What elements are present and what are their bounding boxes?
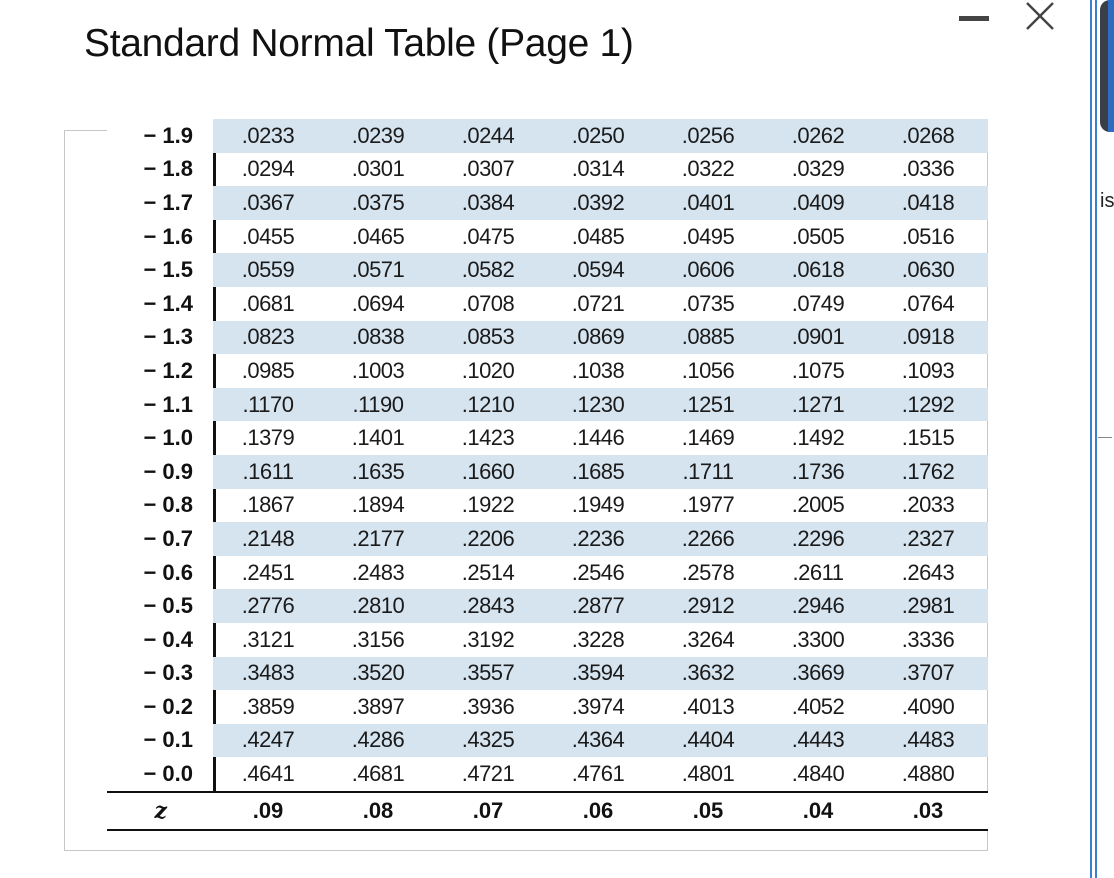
probability-cell: .2177: [351, 525, 405, 551]
probability-cell: .2981: [901, 593, 955, 619]
z-value: − 1.6: [107, 220, 213, 254]
probability-cell: .1230: [571, 391, 625, 417]
probability-cell: .0322: [681, 156, 735, 182]
probability-cell: .0233: [241, 122, 295, 148]
probability-cell: .1075: [791, 357, 845, 383]
probability-cell: .0708: [461, 290, 515, 316]
probability-cell: .0885: [681, 324, 735, 350]
probability-cell: .0262: [791, 122, 845, 148]
z-header: z: [154, 797, 167, 824]
probability-cell: .0516: [901, 223, 955, 249]
probability-cell: .0485: [571, 223, 625, 249]
probability-cell: .0465: [351, 223, 405, 249]
probability-cell: .2236: [571, 525, 625, 551]
table-row: [107, 556, 988, 590]
probability-cell: .4090: [901, 693, 955, 719]
probability-cell: .2578: [681, 559, 735, 585]
probability-cell: .2206: [461, 525, 515, 551]
probability-cell: .1685: [571, 458, 625, 484]
probability-cell: .4880: [901, 761, 955, 787]
probability-cell: .3897: [351, 693, 405, 719]
probability-cell: .2483: [351, 559, 405, 585]
z-value: − 1.9: [107, 119, 213, 153]
probability-cell: .3264: [681, 626, 735, 652]
probability-cell: .0559: [241, 257, 295, 283]
probability-cell: .0256: [681, 122, 735, 148]
probability-cell: .2810: [351, 593, 405, 619]
probability-cell: .1020: [461, 357, 515, 383]
z-value: − 1.8: [107, 153, 213, 187]
probability-cell: .0418: [901, 189, 955, 215]
probability-cell: .0505: [791, 223, 845, 249]
probability-cell: .3520: [351, 660, 405, 686]
probability-cell: .0314: [571, 156, 625, 182]
probability-cell: .0869: [571, 324, 625, 350]
probability-cell: .3121: [241, 626, 295, 652]
probability-cell: .3594: [571, 660, 625, 686]
probability-cell: .0694: [351, 290, 405, 316]
probability-cell: .0307: [461, 156, 515, 182]
probability-cell: .1038: [571, 357, 625, 383]
table-row: [107, 354, 988, 388]
table-row: [107, 119, 988, 153]
probability-cell: .0721: [571, 290, 625, 316]
z-value: − 0.5: [107, 589, 213, 623]
probability-cell: .1056: [681, 357, 735, 383]
partial-text: is: [1100, 190, 1114, 212]
probability-cell: .2033: [901, 492, 955, 518]
probability-cell: .0401: [681, 189, 735, 215]
probability-cell: .0239: [351, 122, 405, 148]
probability-cell: .1922: [461, 492, 515, 518]
probability-cell: .2327: [901, 525, 955, 551]
probability-cell: .4443: [791, 727, 845, 753]
table-row: [107, 220, 988, 254]
table-row: [107, 724, 988, 758]
z-value: − 0.1: [107, 724, 213, 758]
probability-cell: .4721: [461, 761, 515, 787]
probability-cell: .0823: [241, 324, 295, 350]
probability-cell: .4801: [681, 761, 735, 787]
probability-cell: .2776: [241, 593, 295, 619]
probability-cell: .1711: [682, 458, 734, 484]
bottom-rule: [107, 829, 988, 831]
close-button[interactable]: [1018, 0, 1062, 32]
probability-cell: .3707: [901, 660, 955, 686]
probability-cell: .0735: [681, 290, 735, 316]
probability-cell: .0571: [351, 257, 405, 283]
probability-cell: .1977: [681, 492, 735, 518]
column-header: .04: [802, 797, 834, 823]
probability-cell: .0630: [901, 257, 955, 283]
z-value: − 1.7: [107, 186, 213, 220]
probability-cell: .0838: [351, 324, 405, 350]
probability-cell: .1003: [351, 357, 405, 383]
close-icon: [1023, 0, 1057, 33]
z-value: − 0.2: [107, 690, 213, 724]
probability-cell: .0409: [791, 189, 845, 215]
probability-cell: .0336: [901, 156, 955, 182]
probability-cell: .1401: [351, 425, 405, 451]
probability-cell: .3669: [791, 660, 845, 686]
probability-cell: .0268: [901, 122, 955, 148]
probability-cell: .3632: [681, 660, 735, 686]
column-header: .05: [692, 797, 724, 823]
table-row: [107, 489, 988, 523]
probability-cell: .3336: [901, 626, 955, 652]
probability-cell: .3192: [461, 626, 515, 652]
z-value: − 1.3: [107, 321, 213, 355]
probability-cell: .1611: [242, 458, 294, 484]
probability-cell: .0594: [571, 257, 625, 283]
probability-cell: .3483: [241, 660, 295, 686]
z-value: − 0.4: [107, 623, 213, 657]
probability-cell: .0294: [241, 156, 295, 182]
probability-cell: .2643: [901, 559, 955, 585]
probability-cell: .0250: [571, 122, 625, 148]
z-value: − 1.5: [107, 253, 213, 287]
column-header: .07: [472, 797, 504, 823]
probability-cell: .4840: [791, 761, 845, 787]
probability-cell: .0582: [461, 257, 515, 283]
probability-cell: .4052: [791, 693, 845, 719]
table-row: [107, 186, 988, 220]
column-header: .09: [252, 797, 284, 823]
probability-cell: .2296: [791, 525, 845, 551]
probability-cell: .1867: [241, 492, 295, 518]
probability-cell: .2611: [792, 559, 844, 585]
probability-cell: .2877: [571, 593, 625, 619]
page-title: Standard Normal Table (Page 1): [84, 22, 634, 65]
probability-cell: .3557: [461, 660, 515, 686]
probability-cell: .0384: [461, 189, 515, 215]
probability-cell: .1469: [681, 425, 735, 451]
column-header: .08: [362, 797, 394, 823]
probability-cell: .1271: [791, 391, 845, 417]
probability-cell: .0495: [681, 223, 735, 249]
table-row: [107, 287, 988, 321]
probability-cell: .4286: [351, 727, 405, 753]
column-header: .06: [582, 797, 614, 823]
probability-cell: .2266: [681, 525, 735, 551]
probability-cell: .1446: [571, 425, 625, 451]
probability-cell: .0901: [791, 324, 845, 350]
probability-cell: .1379: [241, 425, 295, 451]
z-value: − 0.8: [107, 489, 213, 523]
z-value: − 1.2: [107, 354, 213, 388]
probability-cell: .0618: [791, 257, 845, 283]
z-value: − 1.4: [107, 287, 213, 321]
probability-cell: .1190: [352, 391, 404, 417]
probability-cell: .0681: [241, 290, 295, 316]
probability-cell: .2451: [241, 559, 295, 585]
z-value: − 0.6: [107, 556, 213, 590]
probability-cell: .4641: [241, 761, 295, 787]
probability-cell: .4013: [681, 693, 735, 719]
probability-cell: .0764: [901, 290, 955, 316]
probability-cell: .4247: [241, 727, 295, 753]
table-row: [107, 690, 988, 724]
probability-cell: .1093: [901, 357, 955, 383]
probability-cell: .2514: [461, 559, 515, 585]
probability-cell: .0301: [351, 156, 405, 182]
adjacent-panel-edge: [1090, 0, 1114, 878]
table-row: [107, 522, 988, 556]
z-value: − 0.0: [107, 757, 213, 791]
table-row: [107, 421, 988, 455]
probability-cell: .1515: [901, 425, 955, 451]
probability-cell: .4325: [461, 727, 515, 753]
probability-cell: .3936: [461, 693, 515, 719]
probability-cell: .3156: [351, 626, 405, 652]
probability-cell: .2546: [571, 559, 625, 585]
probability-cell: .0918: [901, 324, 955, 350]
table-row: [107, 623, 988, 657]
table-row: [107, 657, 988, 691]
probability-cell: .4681: [351, 761, 405, 787]
probability-cell: .1762: [901, 458, 955, 484]
probability-cell: .1251: [681, 391, 735, 417]
probability-cell: .0475: [461, 223, 515, 249]
probability-cell: .0367: [241, 189, 295, 215]
table-row: [107, 757, 988, 791]
column-header: .03: [912, 797, 944, 823]
table-row: [107, 589, 988, 623]
probability-cell: .4404: [681, 727, 735, 753]
column-header-row: [107, 791, 988, 829]
normal-table: [107, 119, 988, 831]
normal-table-viewport[interactable]: [64, 122, 988, 851]
probability-cell: .0606: [681, 257, 735, 283]
probability-cell: .1949: [571, 492, 625, 518]
table-row: [107, 388, 988, 422]
probability-cell: .3859: [241, 693, 295, 719]
probability-cell: .3228: [571, 626, 625, 652]
probability-cell: .2005: [791, 492, 845, 518]
table-row: [107, 153, 988, 187]
probability-cell: .4364: [571, 727, 625, 753]
table-row: [107, 253, 988, 287]
probability-cell: .4761: [571, 761, 625, 787]
table-row: [107, 455, 988, 489]
probability-cell: .3974: [571, 693, 625, 719]
probability-cell: .1635: [351, 458, 405, 484]
probability-cell: .1660: [461, 458, 515, 484]
probability-cell: .0455: [241, 223, 295, 249]
probability-cell: .1210: [461, 391, 515, 417]
probability-cell: .1292: [901, 391, 955, 417]
probability-cell: .1170: [242, 391, 294, 417]
probability-cell: .0853: [461, 324, 515, 350]
probability-cell: .0375: [351, 189, 405, 215]
z-value: − 0.3: [107, 657, 213, 691]
probability-cell: .0329: [791, 156, 845, 182]
minimize-icon: [959, 16, 989, 21]
probability-cell: .1423: [461, 425, 515, 451]
z-value: − 0.7: [107, 522, 213, 556]
z-value: − 1.0: [107, 421, 213, 455]
probability-cell: .2912: [681, 593, 735, 619]
probability-cell: .2148: [241, 525, 295, 551]
z-value: − 0.9: [107, 455, 213, 489]
probability-cell: .0985: [241, 357, 295, 383]
probability-cell: .2843: [461, 593, 515, 619]
probability-cell: .3300: [791, 626, 845, 652]
probability-cell: .0244: [461, 122, 515, 148]
probability-cell: .0392: [571, 189, 625, 215]
probability-cell: .1894: [351, 492, 405, 518]
probability-cell: .1492: [791, 425, 845, 451]
probability-cell: .1736: [791, 458, 845, 484]
probability-cell: .2946: [791, 593, 845, 619]
table-row: [107, 321, 988, 355]
probability-cell: .0749: [791, 290, 845, 316]
z-value: − 1.1: [107, 388, 213, 422]
probability-cell: .4483: [901, 727, 955, 753]
minimize-button[interactable]: [956, 6, 992, 30]
